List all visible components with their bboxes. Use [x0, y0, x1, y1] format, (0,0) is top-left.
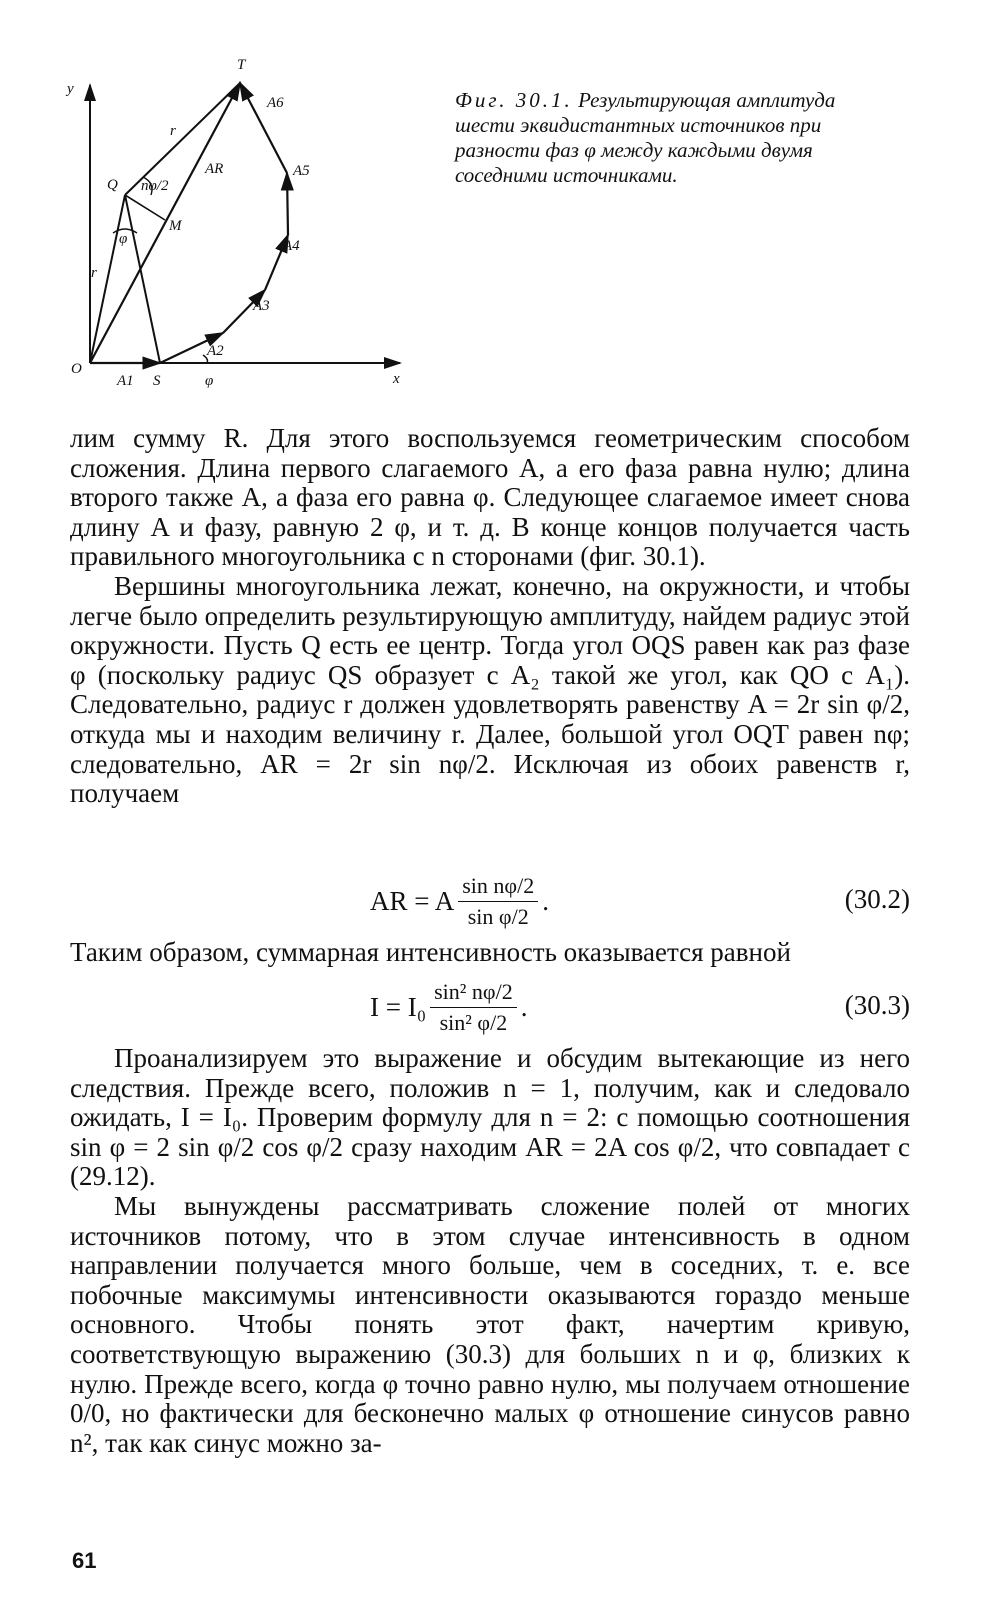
formula-30-3-numerator: sin² nφ/2 [430, 979, 517, 1008]
figure-caption [455, 88, 875, 188]
paragraph-5: Мы вынуждены рассматривать сложение полей от многих источников потому, что в этом случае интенсивность в одном направлении получается много больше, чем в соседних, т. е. все побочные максимумы интенсивности оказываются гораздо меньше основного. Чтобы понять этот факт, начертим кривую, соответствующую выражению (30.3) для больших n и φ, близких к нулю. Прежде всего, когда φ точно равно нулю, мы получаем отношение 0/0, но фактически для бесконечно малых φ отношение синусов равно n², так как синус можно за- [70, 1190, 910, 1458]
resultant-ar [90, 83, 240, 363]
label-a5: A5 [293, 163, 310, 179]
paragraph-1: лим сумму R. Для этого воспользуемся геометрическим способом сложения. Длина первого слагаемого A, а его фаза равна нулю; длина второго также A, а фаза его равна φ. Следующее слагаемое имеет снова длину A и фазу, равную 2 φ, и т. д. В конце концов получается часть правильного многоугольника с n сторонами (фиг. 30.1). [70, 423, 910, 572]
formula-30-2-denominator: sin φ/2 [467, 903, 529, 929]
label-m: M [169, 218, 182, 234]
equation-number-30-3: (30.3) [844, 990, 910, 1020]
label-r-top: r [170, 123, 176, 139]
label-t: T [237, 57, 246, 73]
label-a1: A1 [117, 373, 134, 389]
formula-30-2-lhs: AR = A [370, 885, 455, 916]
text-block-3 [70, 1044, 910, 1458]
caption-text: Результирующая амплитуда шести эквидистантных источников при разности фаз φ между каждыми двумя соседними источниками. [455, 88, 836, 187]
label-a6: A6 [267, 95, 284, 111]
paragraph-4: Проанализируем это выражение и обсудим вытекающие из него следствия. Прежде всего, положив n = 1, получим, как и следовало ожидать, I = I₀. Проверим формулу для n = 2: с помощью соотношения sin φ = 2 sin φ/2 cos φ/2 сразу находим AR = 2A cos φ/2, что совпадает с (29.12). [70, 1043, 910, 1192]
page-number: 61 [72, 1548, 97, 1573]
label-phi-q: φ [119, 231, 128, 247]
paragraph-3: Таким образом, суммарная интенсивность оказывается равной [70, 937, 791, 967]
label-phi-x: φ [205, 373, 214, 389]
segment-qm [125, 195, 165, 220]
label-q: Q [107, 177, 118, 193]
figure-30-1-diagram [55, 55, 425, 415]
formula-30-2-numerator: sin nφ/2 [458, 873, 538, 902]
label-a3: A3 [253, 298, 270, 314]
equation-number-30-2: (30.2) [844, 884, 910, 914]
label-s: S [153, 373, 161, 389]
radius-qs [125, 195, 160, 363]
label-x: x [393, 371, 400, 387]
label-nphi2: nφ/2 [141, 178, 169, 194]
label-r-left: r [91, 265, 97, 281]
label-ar: AR [205, 161, 224, 177]
formula-30-3-denominator: sin² φ/2 [439, 1009, 508, 1035]
caption-label: Фиг. 30.1. [455, 88, 573, 112]
text-block-2 [70, 938, 910, 968]
phasor-polygon-svg [55, 55, 425, 415]
text-block-1 [70, 424, 910, 809]
formula-30-2-tail: . [542, 885, 549, 916]
formula-30-3-lhs: I = I₀ [370, 991, 427, 1022]
label-y: y [67, 81, 74, 97]
label-o: O [71, 361, 82, 377]
label-a2: A2 [207, 343, 224, 359]
formula-30-3 [70, 972, 910, 1042]
formula-30-2 [70, 866, 910, 936]
paragraph-2: Вершины многоугольника лежат, конечно, на окружности, и чтобы легче было определить результирующую амплитуду, найдем радиус этой окружности. Пусть Q есть ее центр. Тогда угол OQS равен как раз фазе φ (поскольку радиус QS образует с A₂ такой же угол, как QO с A₁). Следовательно, радиус r должен удовлетворять равенству A = 2r sin φ/2, откуда мы и находим величину r. Далее, большой угол OQT равен nφ; следовательно, AR = 2r sin nφ/2. Исключая из обоих равенств r, получаем [70, 570, 910, 809]
formula-30-3-tail: . [520, 991, 528, 1022]
phasor-a5 [287, 173, 288, 235]
label-a4: A4 [283, 238, 300, 254]
